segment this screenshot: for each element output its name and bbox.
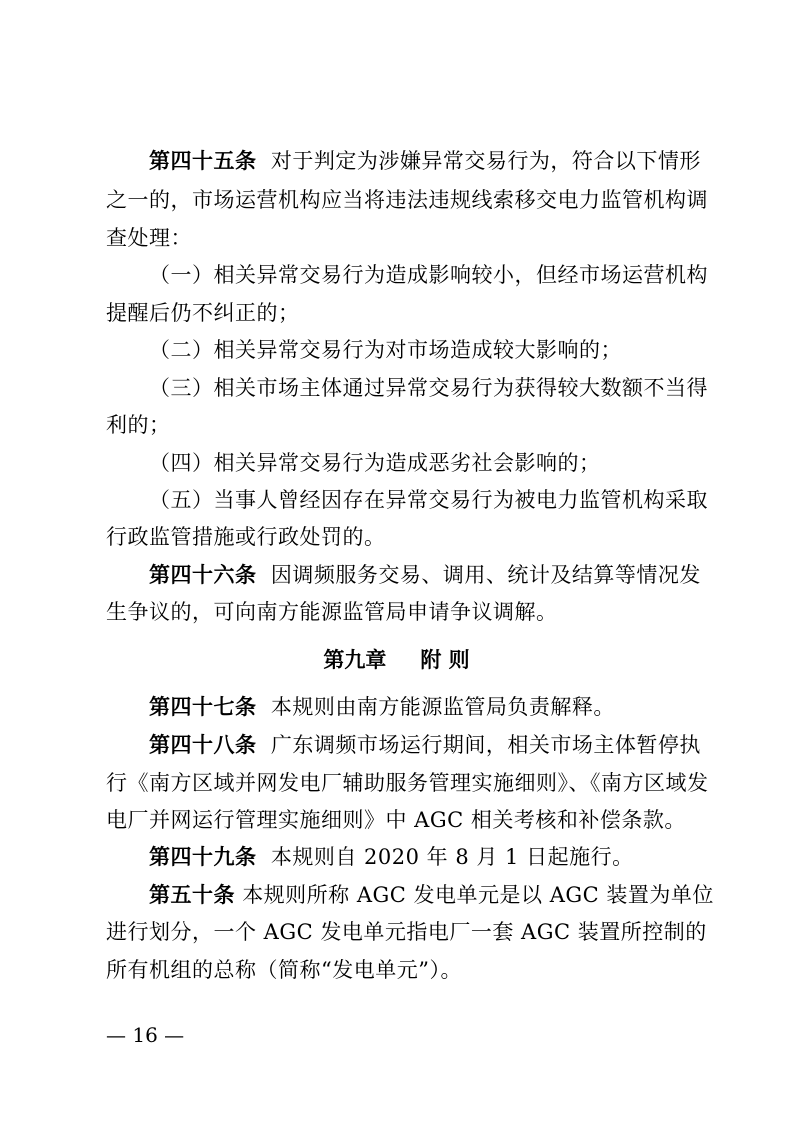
article-45-item-3-line-1: （三）相关市场主体通过异常交易行为获得较大数额不当得	[149, 376, 708, 400]
article-45-item-1-line-1: （一）相关异常交易行为造成影响较小，但经市场运营机构	[149, 263, 708, 287]
article-45-item-5-line-1: （五）当事人曾经因存在异常交易行为被电力监管机构采取	[149, 488, 708, 512]
article-50-line-2: 进行划分，一个 AGC 发电单元指电厂一套 AGC 装置所控制的	[106, 920, 707, 944]
page-number: — 16 —	[106, 1023, 185, 1047]
article-48-line-1: 第四十八条 广东调频市场运行期间，相关市场主体暂停执	[149, 733, 701, 757]
article-46-line-2: 生争议的，可向南方能源监管局申请争议调解。	[106, 600, 558, 624]
article-45-line-3: 查处理：	[106, 226, 192, 250]
article-45-item-1-line-2: 提醒后仍不纠正的；	[106, 301, 300, 325]
article-50-line-3: 所有机组的总称（简称“发电单元”）。	[106, 958, 462, 982]
article-45-item-3-line-2: 利的；	[106, 413, 171, 437]
article-49-label: 第四十九条	[149, 845, 257, 869]
article-46-label: 第四十六条	[149, 563, 257, 587]
article-45-line-1: 第四十五条 对于判定为涉嫌异常交易行为，符合以下情形	[149, 149, 701, 173]
article-45-line-2: 之一的，市场运营机构应当将违法违规线索移交电力监管机构调	[106, 188, 708, 212]
article-46-line-1: 第四十六条 因调频服务交易、调用、统计及结算等情况发	[149, 563, 701, 587]
article-45-item-4-line-1: （四）相关异常交易行为造成恶劣社会影响的；	[149, 451, 601, 475]
chapter-title: 附 则	[420, 648, 470, 672]
article-50-label: 第五十条	[149, 883, 235, 907]
chapter-heading	[0, 646, 793, 674]
article-48-label: 第四十八条	[149, 733, 257, 757]
article-45-item-5-line-2: 行政监管措施或行政处罚的。	[106, 525, 386, 549]
article-49-line-1: 第四十九条 本规则自 2020 年 8 月 1 日起施行。	[149, 845, 634, 869]
chapter-number: 第九章	[323, 648, 387, 672]
article-48-line-3: 电厂并网运行管理实施细则》中 AGC 相关考核和补偿条款。	[106, 808, 686, 832]
article-45-item-2-line-1: （二）相关异常交易行为对市场造成较大影响的；	[149, 338, 622, 362]
article-45-label: 第四十五条	[149, 149, 257, 173]
article-50-line-1: 第五十条 本规则所称 AGC 发电单元是以 AGC 装置为单位	[149, 883, 714, 907]
article-48-line-2: 行《南方区域并网发电厂辅助服务管理实施细则》、《南方区域发	[106, 771, 709, 795]
article-47-label: 第四十七条	[149, 695, 257, 719]
article-47-line-1: 第四十七条 本规则由南方能源监管局负责解释。	[149, 695, 615, 719]
